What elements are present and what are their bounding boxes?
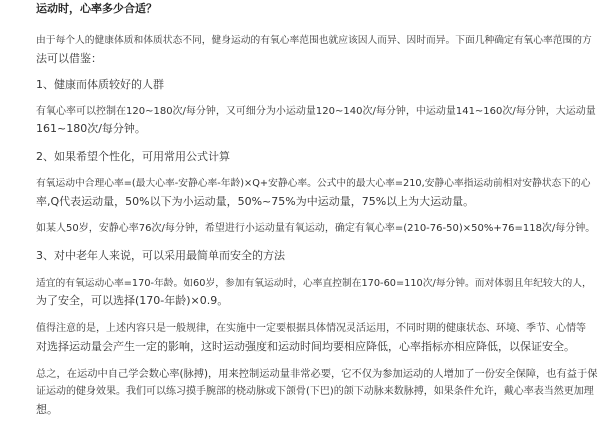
section-1-heading: 1、健康而体质较好的人群 [36, 78, 164, 91]
section-2-heading: 2、如果希望个性化，可用常用公式计算 [36, 150, 230, 163]
section-3-para-1-line-2: 为了安全，可以选择(170-年龄)×0.9。 [36, 294, 229, 307]
summary-line-2: 证运动的健身效果。我们可以练习摸手腕部的桡动脉或下颌骨(下巴)的颌下动脉来数脉搏，如果条件允许，戴心率表当然更加理 [36, 386, 594, 397]
section-3-para-2-line-2: 对选择运动量会产生一定的影响，这时运动强度和运动时间均要相应降低，心率指标亦相应降低，以保证安全。 [36, 340, 575, 353]
intro-line-1: 由于每个人的健康体质和体质状态不同，健身运动的有氧心率范围也就应该因人而异、因时而异。下面几种确定有氧心率范围的方 [36, 35, 592, 46]
section-1-para-1-line-1: 有氧心率可以控制在120~180次/每分钟，又可细分为小运动量120~140次/每分钟，中运动量141~160次/每分钟，大运动量 [36, 106, 596, 117]
section-3-para-2-line-1: 值得注意的是，上述内容只是一般规律，在实施中一定要根据具体情况灵活运用，不同时期的健康状态、环境、季节、心情等 [36, 323, 586, 334]
section-3-heading: 3、对中老年人来说，可以采用最简单而安全的方法 [36, 249, 285, 262]
section-2-para-1-line-2: 率,Q代表运动量，50%以下为小运动量，50%~75%为中运动量，75%以上为大运动量。 [36, 195, 475, 208]
summary-line-1: 总之，在运动中自己学会数心率(脉搏)，用来控制运动量非常必要，它不仅为参加运动的人增加了一份安全保障，也有益于保 [36, 368, 598, 380]
section-1-para-1-line-2: 161~180次/每分钟。 [36, 122, 146, 135]
article-title: 运动时，心率多少合适？ [36, 2, 157, 15]
section-3-para-1-line-1: 适宜的有氧运动心率=170-年龄。如60岁，参加有氧运动时，心率直控制在170-60=110次/每分钟。而对体弱且年纪较大的人， [36, 278, 592, 289]
intro-line-2: 法可以借鉴： [36, 52, 102, 65]
summary-line-3: 想。 [36, 403, 58, 416]
section-2-para-1-line-1: 有氧运动中合理心率=(最大心率-安静心率-年龄)×Q+安静心率。公式中的最大心率=210,安静心率指运动前相对安静状态下的心 [36, 178, 591, 189]
section-2-para-2-line-1: 如某人50岁，安静心率76次/每分钟，希望进行小运动量有氧运动，确定有氧心率=(210-76-50)×50%+76=118次/每分钟。 [36, 223, 596, 234]
